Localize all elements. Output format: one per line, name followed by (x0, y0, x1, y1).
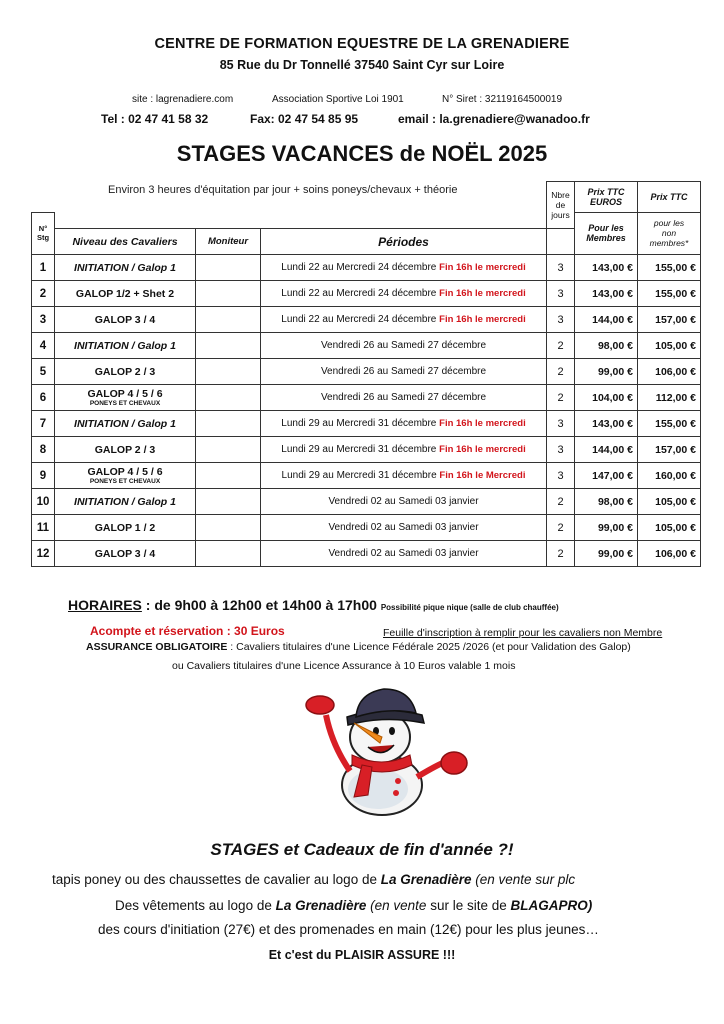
closing-line: Et c'est du PLAISIR ASSURE !!! (268, 948, 456, 962)
table-row (32, 333, 701, 359)
stage-period: Vendredi 02 au Samedi 03 janvier (261, 515, 547, 541)
stage-level: GALOP 4 / 5 / 6 PONEYS ET CHEVAUX (55, 463, 196, 489)
table-row (32, 515, 701, 541)
stage-level: GALOP 1/2 + Shet 2 (55, 281, 196, 307)
stage-moniteur (196, 359, 261, 385)
price-members: 98,00 € (575, 489, 638, 515)
stage-period: Lundi 29 au Mercredi 31 décembre Fin 16h le Mercredi (261, 463, 547, 489)
stage-days: 2 (547, 541, 575, 567)
price-members: 99,00 € (575, 359, 638, 385)
header-prix-membres-b: Pour les Membres (575, 212, 638, 255)
stage-days: 3 (547, 255, 575, 281)
header-prix-membres-a: Prix TTC EUROS (575, 182, 638, 213)
price-non-members: 112,00 € (638, 385, 701, 411)
stage-moniteur (196, 437, 261, 463)
price-non-members: 157,00 € (638, 307, 701, 333)
price-members: 98,00 € (575, 333, 638, 359)
price-non-members: 106,00 € (638, 541, 701, 567)
stage-moniteur (196, 489, 261, 515)
price-members: 99,00 € (575, 541, 638, 567)
stage-number: 9 (32, 463, 55, 489)
assurance-line2: ou Cavaliers titulaires d'une Licence Assurance à 10 Euros valable 1 mois (172, 660, 516, 672)
stage-period: Vendredi 02 au Samedi 03 janvier (261, 489, 547, 515)
stage-level: INITIATION / Galop 1 (55, 255, 196, 281)
stage-period: Vendredi 26 au Samedi 27 décembre (261, 333, 547, 359)
stage-level: GALOP 3 / 4 (55, 541, 196, 567)
table-row (32, 411, 701, 437)
price-members: 104,00 € (575, 385, 638, 411)
price-non-members: 105,00 € (638, 515, 701, 541)
stage-period: Lundi 22 au Mercredi 24 décembre Fin 16h le mercredi (261, 281, 547, 307)
feuille-inscription: Feuille d'inscription à remplir pour les cavaliers non Membre (383, 627, 663, 639)
stage-moniteur (196, 515, 261, 541)
price-non-members: 106,00 € (638, 359, 701, 385)
price-non-members: 155,00 € (638, 255, 701, 281)
stage-days: 2 (547, 385, 575, 411)
price-members: 143,00 € (575, 255, 638, 281)
table-row (32, 437, 701, 463)
header-prix-non-membres-a: Prix TTC (638, 182, 701, 213)
stage-number: 6 (32, 385, 55, 411)
stage-moniteur (196, 333, 261, 359)
header-moniteur: Moniteur (196, 229, 261, 255)
organization-name: CENTRE DE FORMATION EQUESTRE DE LA GRENADIERE (154, 36, 570, 52)
stage-number: 8 (32, 437, 55, 463)
header-num: N° Stg (32, 212, 55, 255)
snowman-icon (292, 685, 477, 820)
price-non-members: 105,00 € (638, 333, 701, 359)
association: Association Sportive Loi 1901 (272, 94, 404, 105)
stage-days: 3 (547, 463, 575, 489)
stage-days: 2 (547, 333, 575, 359)
stage-period: Lundi 29 au Mercredi 31 décembre Fin 16h le mercredi (261, 411, 547, 437)
stage-days: 2 (547, 359, 575, 385)
stage-level: GALOP 4 / 5 / 6 PONEYS ET CHEVAUX (55, 385, 196, 411)
stage-level: GALOP 2 / 3 (55, 359, 196, 385)
table-header-mid (32, 212, 701, 229)
stage-level: INITIATION / Galop 1 (55, 489, 196, 515)
assurance-label: ASSURANCE OBLIGATOIRE (86, 641, 228, 653)
stage-moniteur (196, 281, 261, 307)
stage-number: 2 (32, 281, 55, 307)
horaires-note: Possibilité pique nique (salle de club chauffée) (380, 603, 559, 612)
stage-number: 4 (32, 333, 55, 359)
stage-moniteur (196, 411, 261, 437)
table-row (32, 489, 701, 515)
table-row (32, 255, 701, 281)
price-members: 144,00 € (575, 437, 638, 463)
price-members: 143,00 € (575, 411, 638, 437)
stage-level: INITIATION / Galop 1 (55, 411, 196, 437)
stage-level: INITIATION / Galop 1 (55, 333, 196, 359)
stage-number: 11 (32, 515, 55, 541)
price-non-members: 160,00 € (638, 463, 701, 489)
stage-moniteur (196, 541, 261, 567)
stage-moniteur (196, 463, 261, 489)
price-non-members: 157,00 € (638, 437, 701, 463)
subtitle: Environ 3 heures d'équitation par jour + soins poneys/chevaux + théorie (108, 184, 458, 196)
stage-days: 3 (547, 307, 575, 333)
stage-level: GALOP 1 / 2 (55, 515, 196, 541)
header-jours-bottom (547, 229, 575, 255)
price-members: 143,00 € (575, 281, 638, 307)
stage-number: 5 (32, 359, 55, 385)
organization-address: 85 Rue du Dr Tonnellé 37540 Saint Cyr sur Loire (219, 58, 505, 72)
table-row (32, 307, 701, 333)
table-row (32, 463, 701, 489)
price-members: 144,00 € (575, 307, 638, 333)
email: email : la.grenadiere@wanadoo.fr (398, 112, 590, 126)
stage-days: 2 (547, 489, 575, 515)
stage-level: GALOP 3 / 4 (55, 307, 196, 333)
stage-days: 3 (547, 281, 575, 307)
stage-number: 12 (32, 541, 55, 567)
stage-number: 3 (32, 307, 55, 333)
stage-period: Vendredi 26 au Samedi 27 décembre (261, 385, 547, 411)
page-title: STAGES VACANCES de NOËL 2025 (176, 141, 548, 166)
stage-number: 10 (32, 489, 55, 515)
horaires-line (68, 597, 559, 613)
price-members: 147,00 € (575, 463, 638, 489)
cadeaux-title: STAGES et Cadeaux de fin d'année ?! (210, 840, 514, 859)
stage-period: Vendredi 02 au Samedi 03 janvier (261, 541, 547, 567)
table-row (32, 281, 701, 307)
stages-table (31, 181, 701, 567)
stage-number: 1 (32, 255, 55, 281)
price-members: 99,00 € (575, 515, 638, 541)
stage-days: 3 (547, 411, 575, 437)
cadeaux-line2: Des vêtements au logo de La Grenadière (en vente sur le site de BLAGAPRO) (115, 898, 593, 913)
header-periodes: Périodes (261, 229, 547, 255)
header-jours: Nbre de jours (547, 182, 575, 229)
table-row (32, 541, 701, 567)
price-non-members: 155,00 € (638, 281, 701, 307)
table-row (32, 385, 701, 411)
website: site : lagrenadiere.com (132, 94, 234, 105)
horaires-label: HORAIRES (68, 597, 142, 613)
stage-period: Lundi 29 au Mercredi 31 décembre Fin 16h le mercredi (261, 437, 547, 463)
table-header-top (32, 182, 701, 213)
assurance-line1: ASSURANCE OBLIGATOIRE : Cavaliers titulaires d'une Licence Fédérale 2025 /2026 (et pour Validation des Galop) (86, 641, 631, 653)
stage-period: Lundi 22 au Mercredi 24 décembre Fin 16h le mercredi (261, 307, 547, 333)
stage-days: 2 (547, 515, 575, 541)
fax: Fax: 02 47 54 85 95 (250, 112, 359, 126)
header-prix-non-membres-b: pour les non membres* (638, 212, 701, 255)
header-niveau: Niveau des Cavaliers (55, 229, 196, 255)
horaires-text: : de 9h00 à 12h00 et 14h00 à 17h00 (141, 597, 381, 613)
stage-moniteur (196, 385, 261, 411)
telephone: Tel : 02 47 41 58 32 (101, 112, 209, 126)
stage-moniteur (196, 307, 261, 333)
siret: N° Siret : 32119164500019 (442, 94, 563, 105)
stage-number: 7 (32, 411, 55, 437)
price-non-members: 105,00 € (638, 489, 701, 515)
stage-moniteur (196, 255, 261, 281)
table-row (32, 359, 701, 385)
cadeaux-line3: des cours d'initiation (27€) et des promenades en main (12€) pour les plus jeunes… (98, 922, 599, 937)
acompte: Acompte et réservation : 30 Euros (90, 624, 285, 638)
price-non-members: 155,00 € (638, 411, 701, 437)
stage-days: 3 (547, 437, 575, 463)
stage-level: GALOP 2 / 3 (55, 437, 196, 463)
stage-period: Vendredi 26 au Samedi 27 décembre (261, 359, 547, 385)
cadeaux-line1: tapis poney ou des chaussettes de cavalier au logo de La Grenadière (en vente sur plc (52, 872, 576, 887)
stage-period: Lundi 22 au Mercredi 24 décembre Fin 16h le mercredi (261, 255, 547, 281)
